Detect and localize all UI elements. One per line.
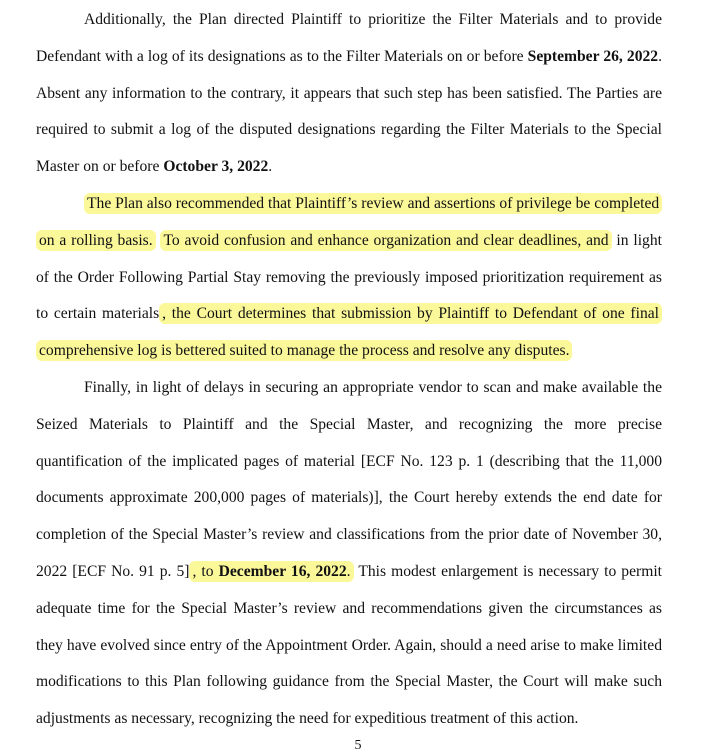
paragraph-1-text-c: . — [268, 158, 273, 176]
highlight-new-deadline-suffix: . — [346, 562, 351, 580]
deadline-october-3: October 3, 2022 — [163, 158, 269, 176]
deadline-december-16: December 16, 2022 — [218, 562, 347, 580]
document-page — [36, 0, 662, 738]
highlight-new-deadline — [189, 561, 353, 582]
paragraph-2-text-a: in light of the Order Following Partial Stay removing the previously imposed prioritization requirement as to certain materials — [36, 231, 662, 323]
paragraph-filter-materials — [36, 0, 662, 186]
highlight-final-log: , the Court determines that submission by Plaintiff to Defendant of one final comprehensive log is bettered suited to manage the process and resolve any disputes. — [36, 303, 662, 361]
paragraph-3-text-a: Finally, in light of delays in securing an appropriate vendor to scan and make available the Seized Materials to Plaintiff and the Special Master, and recognizing the more precise quantification of the implicated pages of material [ECF No. 123 p. 1 (describing that the 11,000 documents approximate 200,000 pages of materials)], the Court hereby extends the end date for completion of the Special Master’s review and classifications from the prior date of November 30, 2022 [ECF No. 91 p. 5] — [36, 378, 662, 580]
paragraph-1-text-b: . Absent any information to the contrary, it appears that such step has been satisfied. The Parties are required to submit a log of the disputed designations regarding the Filter Materials to the Special Master on or before — [36, 47, 662, 176]
paragraph-1-text-a: Additionally, the Plan directed Plaintiff to prioritize the Filter Materials and to provide Defendant with a log of its designations as to the Filter Materials on or before — [36, 11, 662, 65]
highlight-new-deadline-prefix: , to — [192, 562, 219, 580]
highlight-rolling-basis: The Plan also recommended that Plaintiff’s review and assertions of privilege be completed on a rolling basis. — [36, 193, 662, 251]
paragraph-privilege-log — [36, 186, 662, 370]
page-number: 5 — [354, 738, 362, 753]
deadline-september-26: September 26, 2022 — [527, 47, 659, 65]
paragraph-extension — [36, 370, 662, 738]
paragraph-3-text-b: This modest enlargement is necessary to permit adequate time for the Special Master’s review and recommendations given the circumstances as they have evolved since entry of the Appointment Order. Again, should a need arise to make limited modifications to this Plan following guidance from the Special Master, the Court will make such adjustments as necessary, recognizing the need for expeditious treatment of this action. — [36, 562, 662, 728]
highlight-avoid-confusion: To avoid confusion and enhance organization and clear deadlines, and — [160, 230, 611, 251]
